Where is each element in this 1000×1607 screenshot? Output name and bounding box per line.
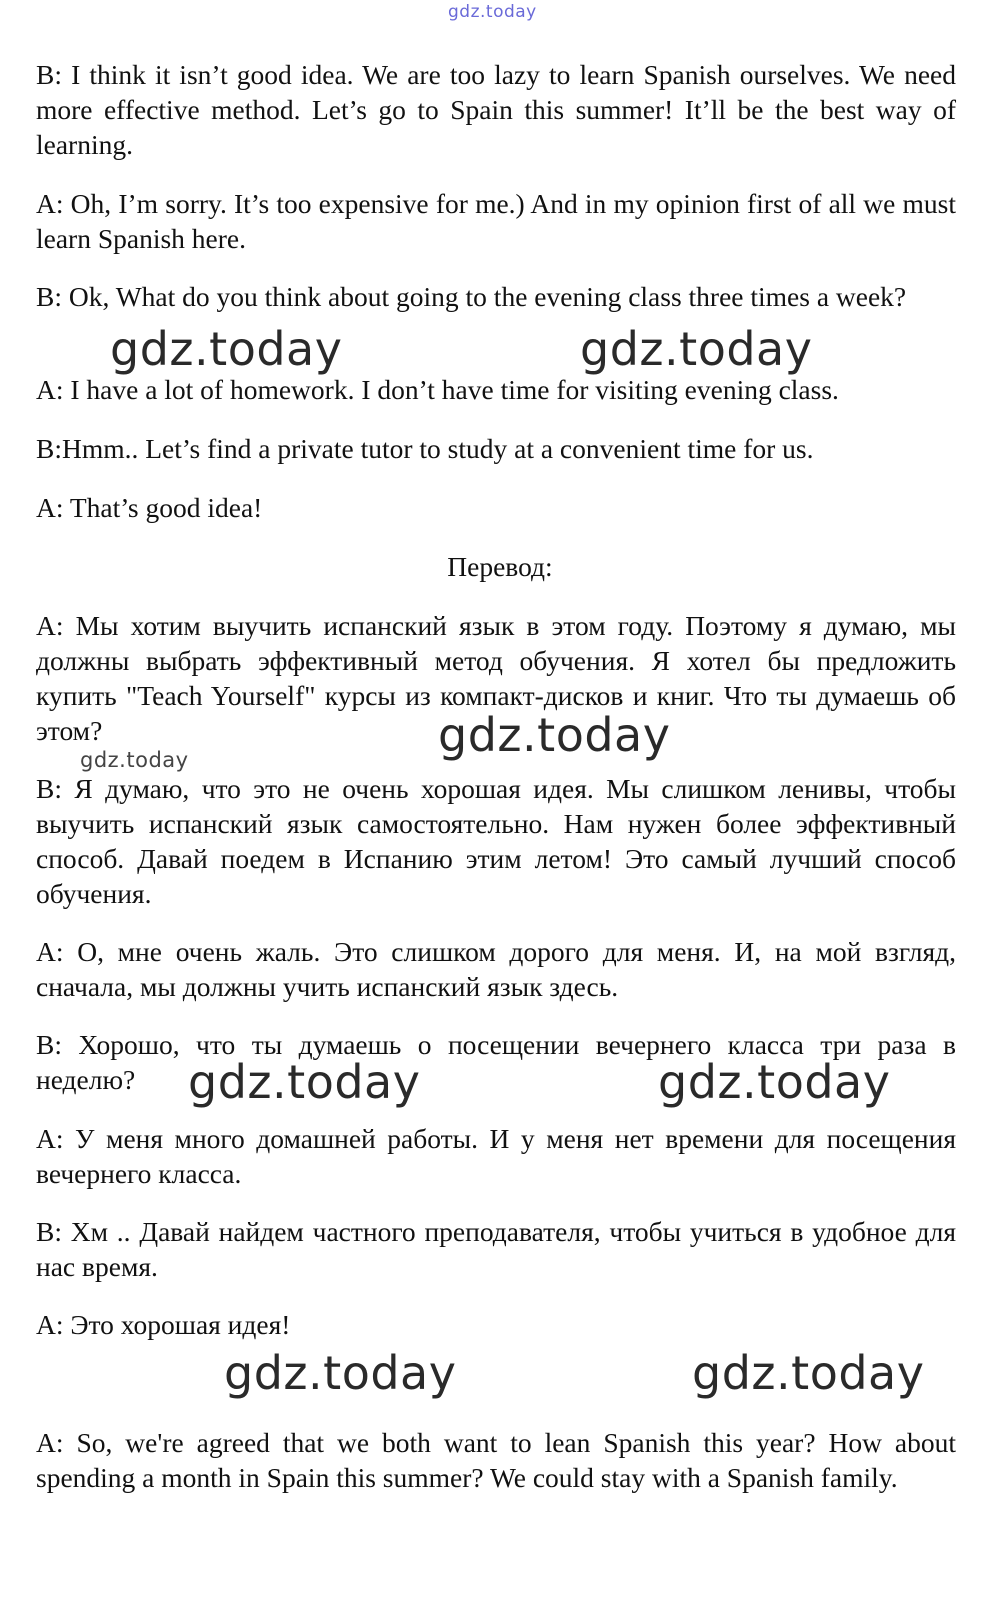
dialogue-en-line-1: B: I think it isn’t good idea. We are too lazy to learn Spanish ourselves. We need more effective method. Let’s go to Spain this summer! It’ll be the best way of learning. [36,59,956,160]
dialogue-en-line-2: A: Oh, I’m sorry. It’s too expensive for me.) And in my opinion first of all we must learn Spanish here. [36,188,956,254]
watermark: gdz.today [658,1055,891,1109]
dialogue-en-line-6: A: That’s good idea! [36,492,263,523]
watermark-small: gdz.today [80,748,189,772]
dialogue-ru-line-3: A: О, мне очень жаль. Это слишком дорого для меня. И, на мой взгляд, сначала, мы должны учить испанский язык здесь. [36,936,956,1002]
watermark: gdz.today [692,1346,925,1400]
dialogue-en-line-4: A: I have a lot of homework. I don’t have time for visiting evening class. [36,374,839,405]
dialogue-en-line-5: B:Hmm.. Let’s find a private tutor to study at a convenient time for us. [36,433,814,464]
dialogue-ru-line-7: A: Это хорошая идея! [36,1309,291,1340]
dialogue-ru-line-4: B: Хорошо, что ты думаешь о посещении вечернего класса три раза в неделю? [36,1029,956,1095]
watermark: gdz.today [188,1055,421,1109]
final-paragraph: A: So, we're agreed that we both want to lean Spanish this year? How about spending a month in Spain this summer? We could stay with a Spanish family. [36,1427,956,1493]
watermark: gdz.today [224,1346,457,1400]
dialogue-ru-line-5: A: У меня много домашней работы. И у меня нет времени для посещения вечернего класса. [36,1123,956,1189]
watermark-top: gdz.today [448,2,537,22]
dialogue-ru-line-2: B: Я думаю, что это не очень хорошая идея. Мы слишком ленивы, чтобы выучить испанский язык самостоятельно. Нам нужен более эффективный способ. Давай поедем в Испанию этим летом! Это самый лучший способ обучения. [36,773,956,909]
dialogue-ru-line-6: B: Хм .. Давай найдем частного преподавателя, чтобы учиться в удобное для нас время. [36,1216,956,1282]
dialogue-ru-line-1: A: Мы хотим выучить испанский язык в этом году. Поэтому я думаю, мы должны выбрать эффективный метод обучения. Я хотел бы предложить купить "Teach Yourself" курсы из компакт-дисков и книг. Что ты думаешь об этом? [36,610,956,746]
watermark: gdz.today [110,322,343,376]
translation-heading: Перевод: [447,551,553,582]
watermark: gdz.today [580,322,813,376]
dialogue-en-line-3: B: Ok, What do you think about going to the evening class three times a week? [36,281,907,312]
watermark: gdz.today [438,708,671,762]
